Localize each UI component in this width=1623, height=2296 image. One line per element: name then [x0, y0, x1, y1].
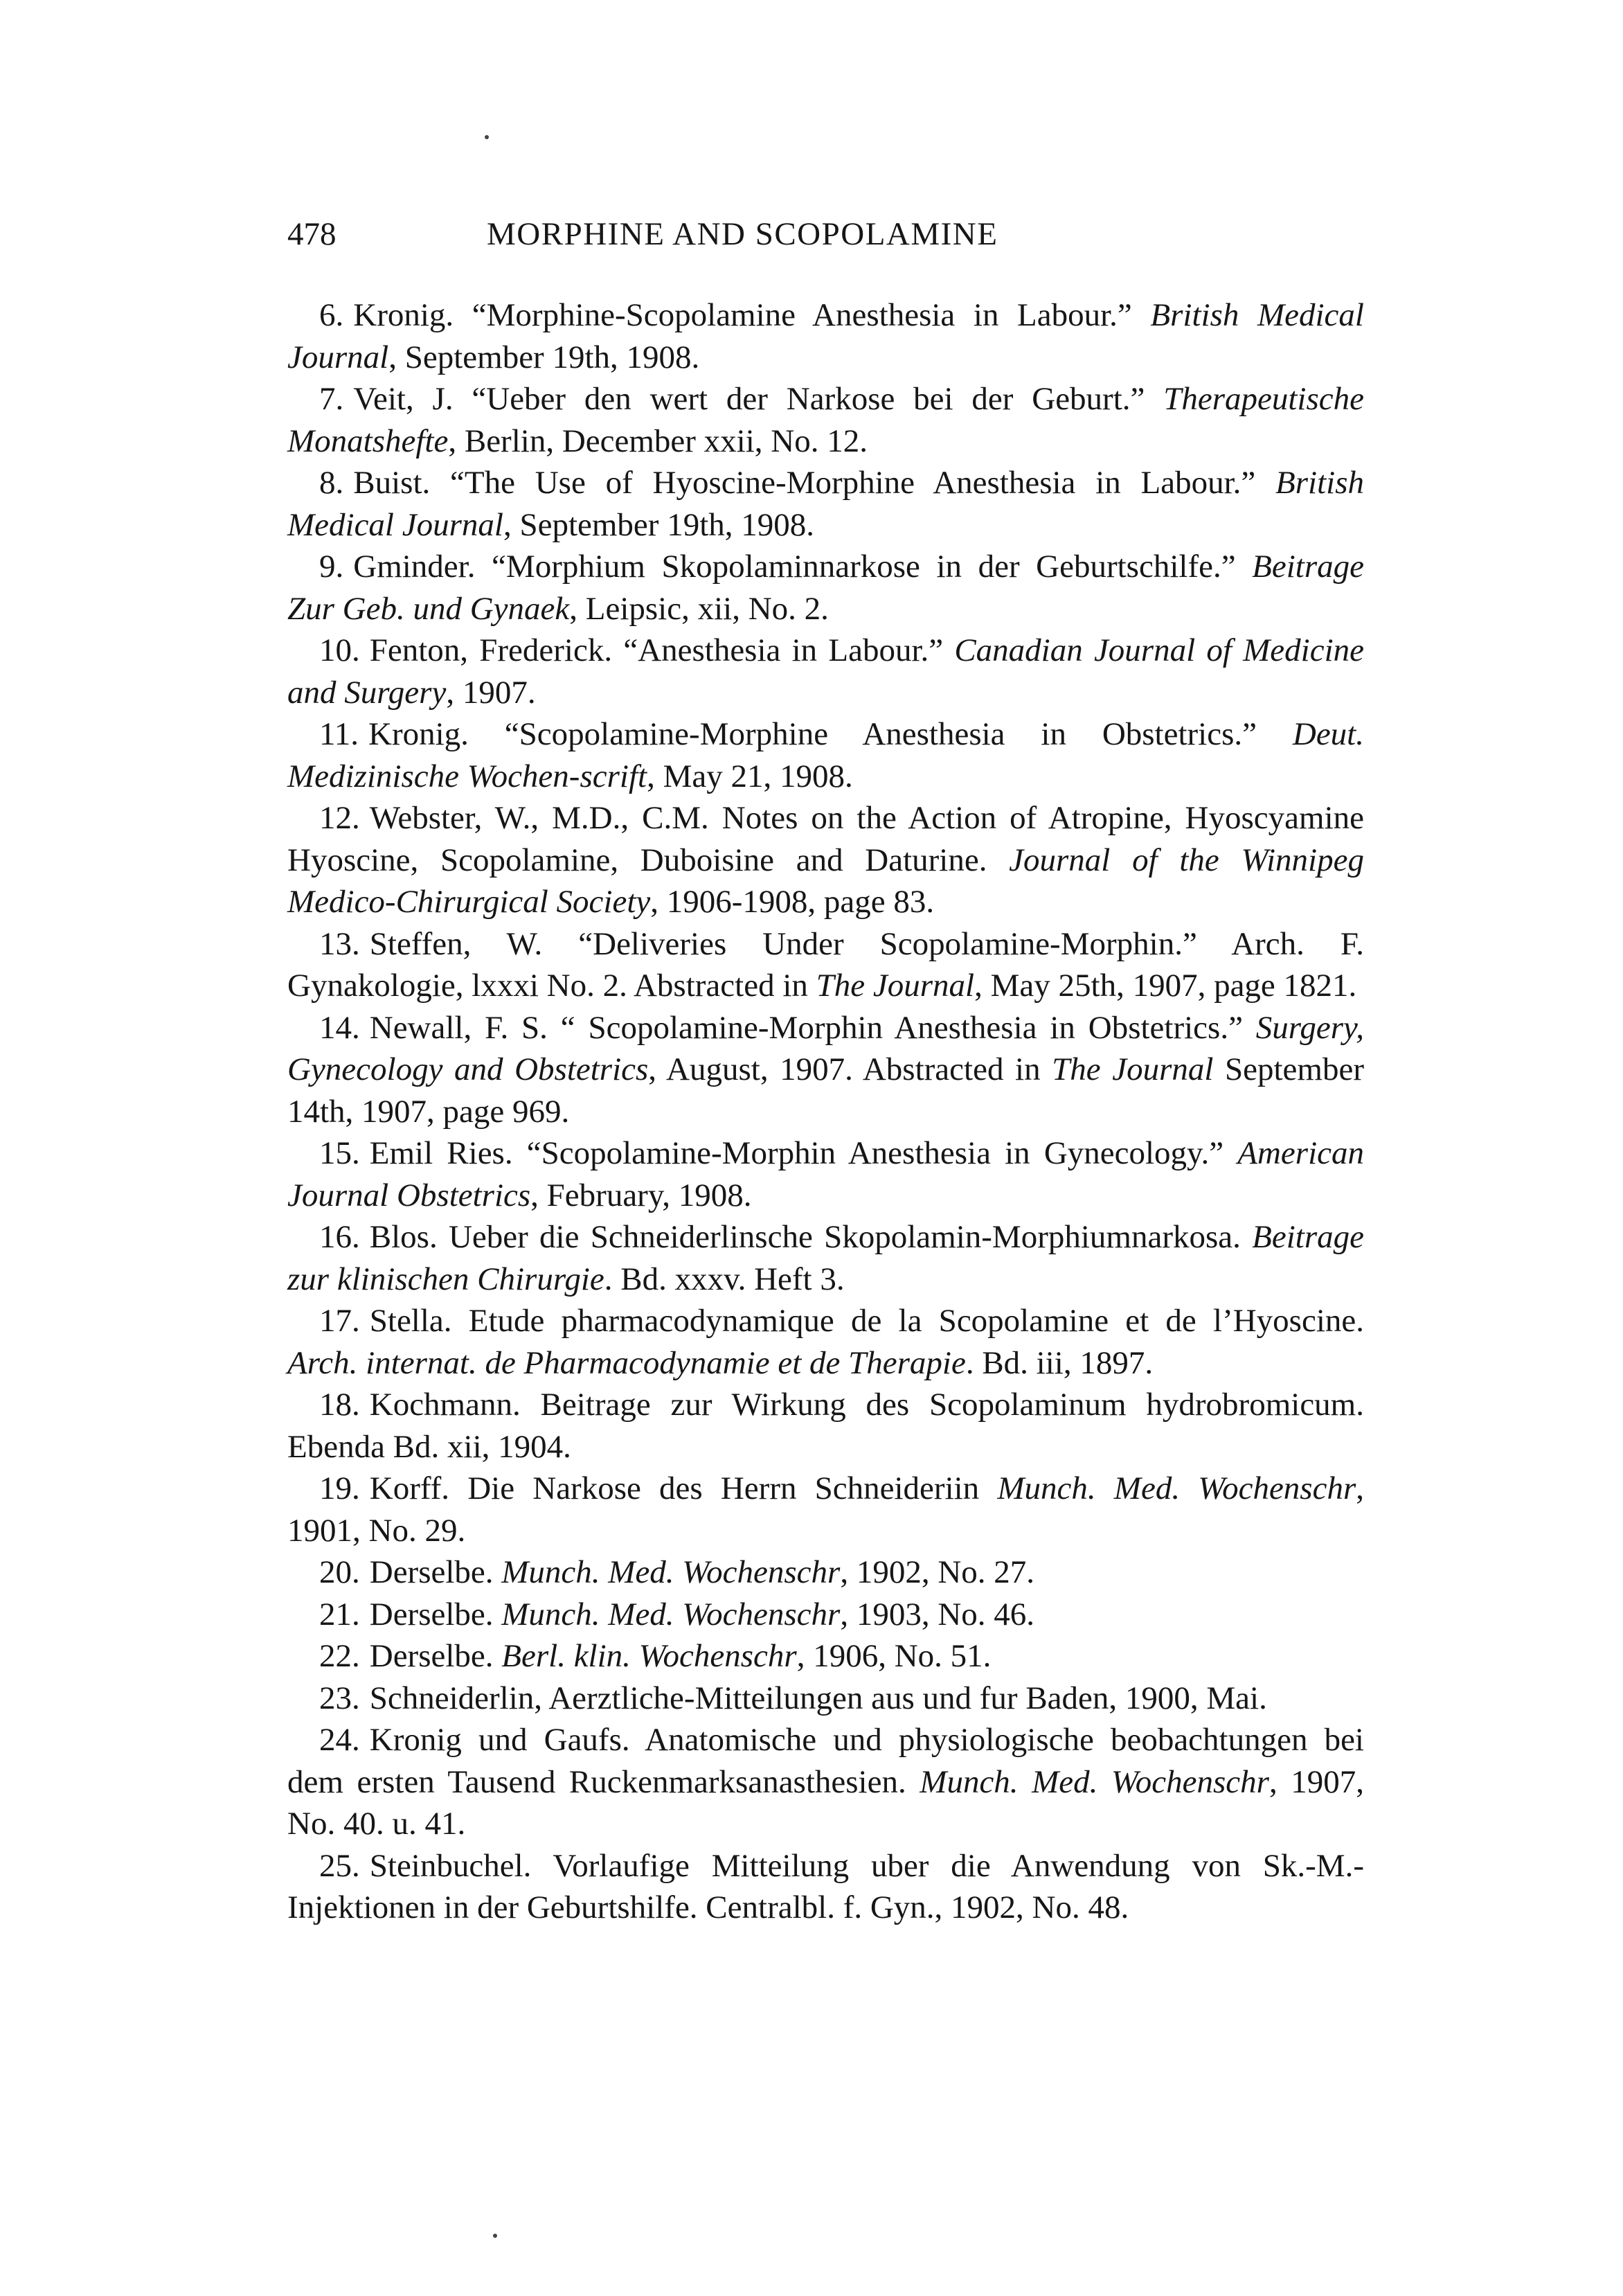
reference-number: 12.	[319, 800, 360, 836]
reference-text: Derselbe.	[369, 1554, 502, 1590]
reference-text: Buist. “The Use of Hyoscine-Morphine Anesthesia in Labour.”	[353, 465, 1276, 501]
reference-text: September 14th, 1907, page 969.	[287, 1051, 1364, 1130]
reference-entry	[287, 630, 1364, 713]
reference-text: , 1903, No. 46.	[840, 1596, 1035, 1632]
reference-text: Kronig. “Morphine-Scopolamine Anesthesia in Labour.”	[353, 297, 1151, 333]
reference-text: , May 25th, 1907, page 1821.	[974, 968, 1357, 1004]
reference-text: Webster, W., M.D., C.M. Notes on the Action of Atropine, Hyoscyamine Hyoscine, Scopolamine, Duboisine and Daturine.	[287, 800, 1364, 878]
page-number: 478	[287, 216, 337, 252]
reference-number: 11.	[319, 716, 359, 752]
reference-source-title: British Medical Journal	[287, 465, 1364, 543]
reference-text: Emil Ries. “Scopolamine-Morphin Anesthesia in Gynecology.”	[369, 1135, 1238, 1171]
reference-number: 9.	[319, 549, 344, 585]
reference-source-title: American Journal Obstetrics	[287, 1135, 1364, 1213]
reference-number: 14.	[319, 1009, 360, 1046]
reference-source-title: Deut. Medizinische Wochen-scrift	[287, 716, 1364, 794]
reference-text: Schneiderlin, Aerztliche-Mitteilungen aus und fur Baden, 1900, Mai.	[369, 1680, 1267, 1716]
reference-number: 7.	[319, 381, 344, 417]
reference-entry	[287, 378, 1364, 462]
reference-list	[287, 294, 1364, 1929]
reference-text: Fenton, Frederick. “Anesthesia in Labour.”	[369, 632, 955, 668]
reference-text: . Bd. iii, 1897.	[965, 1344, 1154, 1381]
reference-text: , Berlin, December xxii, No. 12.	[448, 422, 868, 459]
reference-text: Newall, F. S. “ Scopolamine-Morphin Anesthesia in Obstetrics.”	[369, 1009, 1256, 1046]
reference-text: , September 19th, 1908.	[388, 339, 700, 375]
reference-text: , 1906, No. 51.	[796, 1638, 992, 1674]
reference-number: 22.	[319, 1638, 360, 1674]
reference-number: 18.	[319, 1387, 360, 1423]
reference-entry	[287, 1677, 1364, 1720]
reference-text: , 1907.	[446, 674, 536, 711]
reference-source-title: Therapeutische Monatshefte	[287, 381, 1364, 459]
reference-text: Blos. Ueber die Schneiderlinsche Skopolamin-Morphiumnarkosa.	[369, 1219, 1253, 1255]
reference-source-title: Canadian Journal of Medicine and Surgery	[287, 632, 1364, 711]
reference-source-title: Munch. Med. Wochenschr	[920, 1763, 1269, 1800]
reference-number: 6.	[319, 297, 344, 333]
reference-number: 19.	[319, 1470, 360, 1506]
reference-entry	[287, 1216, 1364, 1300]
reference-number: 21.	[319, 1596, 360, 1632]
reference-source-title: Munch. Med. Wochenschr	[501, 1596, 841, 1632]
print-speck	[493, 2234, 497, 2238]
reference-source-title: Journal of the Winnipeg Medico-Chirurgical Society	[287, 842, 1364, 920]
reference-entry	[287, 1594, 1364, 1636]
reference-source-title: Arch. internat. de Pharmacodynamie et de Therapie	[287, 1344, 966, 1381]
reference-text: , 1906-1908, page 83.	[650, 884, 935, 920]
reference-entry	[287, 1132, 1364, 1216]
reference-text: Kronig. “Scopolamine-Morphine Anesthesia in Obstetrics.”	[368, 716, 1293, 752]
reference-source-title: Munch. Med. Wochenschr	[997, 1470, 1356, 1506]
reference-entry	[287, 713, 1364, 797]
reference-entry	[287, 1719, 1364, 1845]
reference-text: Veit, J. “Ueber den wert der Narkose bei der Geburt.”	[353, 381, 1164, 417]
reference-entry	[287, 1845, 1364, 1929]
reference-text: Stella. Etude pharmacodynamique de la Scopolamine et de l’Hyoscine.	[369, 1303, 1364, 1339]
reference-text: , February, 1908.	[530, 1177, 752, 1213]
reference-text: , Leipsic, xii, No. 2.	[569, 590, 829, 627]
reference-source-title: Munch. Med. Wochenschr	[501, 1554, 841, 1590]
reference-number: 23.	[319, 1680, 360, 1716]
reference-number: 13.	[319, 925, 360, 962]
reference-number: 24.	[319, 1722, 360, 1758]
reference-text: Derselbe.	[369, 1596, 502, 1632]
page-header	[287, 213, 1215, 255]
reference-number: 20.	[319, 1554, 360, 1590]
running-title: MORPHINE AND SCOPOLAMINE	[487, 216, 998, 252]
reference-text: , September 19th, 1908.	[503, 506, 815, 543]
reference-text: Derselbe.	[369, 1638, 502, 1674]
reference-entry	[287, 1551, 1364, 1594]
reference-source-title: British Medical Journal	[287, 297, 1364, 375]
reference-text: Gminder. “Morphium Skopolaminnarkose in der Geburtschilfe.”	[353, 549, 1253, 585]
reference-source-title: Beitrage Zur Geb. und Gynaek	[287, 549, 1364, 627]
reference-entry	[287, 294, 1364, 378]
reference-entry	[287, 546, 1364, 630]
reference-number: 17.	[319, 1303, 360, 1339]
reference-entry	[287, 1468, 1364, 1551]
reference-text: Kochmann. Beitrage zur Wirkung des Scopolaminum hydrobromicum. Ebenda Bd. xii, 1904.	[287, 1387, 1364, 1465]
reference-source-title: Berl. klin. Wochenschr	[501, 1638, 797, 1674]
reference-number: 15.	[319, 1135, 360, 1171]
reference-entry	[287, 1635, 1364, 1677]
reference-entry	[287, 1300, 1364, 1384]
reference-text: , 1901, No. 29.	[287, 1470, 1364, 1549]
reference-text: , 1902, No. 27.	[840, 1554, 1035, 1590]
print-speck	[485, 135, 489, 139]
reference-entry	[287, 1007, 1364, 1133]
reference-text: . Bd. xxxv. Heft 3.	[604, 1261, 845, 1297]
reference-text: , August, 1907. Abstracted in	[648, 1051, 1052, 1087]
reference-number: 10.	[319, 632, 360, 668]
reference-text: Korff. Die Narkose des Herrn Schneideriin	[369, 1470, 998, 1506]
reference-entry	[287, 923, 1364, 1007]
reference-entry	[287, 797, 1364, 923]
reference-number: 8.	[319, 465, 344, 501]
reference-source-title: The Journal	[1052, 1051, 1214, 1087]
reference-text: Kronig und Gaufs. Anatomische und physiologische beobachtungen bei dem ersten Tausend Ruckenmarksanasthesien.	[287, 1722, 1364, 1800]
reference-number: 16.	[319, 1219, 360, 1255]
reference-entry	[287, 1384, 1364, 1468]
reference-text: , May 21, 1908.	[647, 758, 853, 794]
reference-source-title: The Journal	[816, 968, 975, 1004]
reference-number: 25.	[319, 1847, 360, 1884]
reference-text: Steffen, W. “Deliveries Under Scopolamine-Morphin.” Arch. F. Gynakologie, lxxxi No. 2. Abstracted in	[287, 925, 1364, 1004]
reference-source-title: Surgery, Gynecology and Obstetrics	[287, 1009, 1364, 1087]
reference-source-title: Beitrage zur klinischen Chirurgie	[287, 1219, 1364, 1297]
reference-text: Steinbuchel. Vorlaufige Mitteilung uber die Anwendung von Sk.-M.-Injektionen in der Geburtshilfe. Centralbl. f. Gyn., 1902, No. 48.	[287, 1847, 1364, 1925]
reference-entry	[287, 462, 1364, 546]
reference-text: , 1907, No. 40. u. 41.	[287, 1763, 1365, 1842]
